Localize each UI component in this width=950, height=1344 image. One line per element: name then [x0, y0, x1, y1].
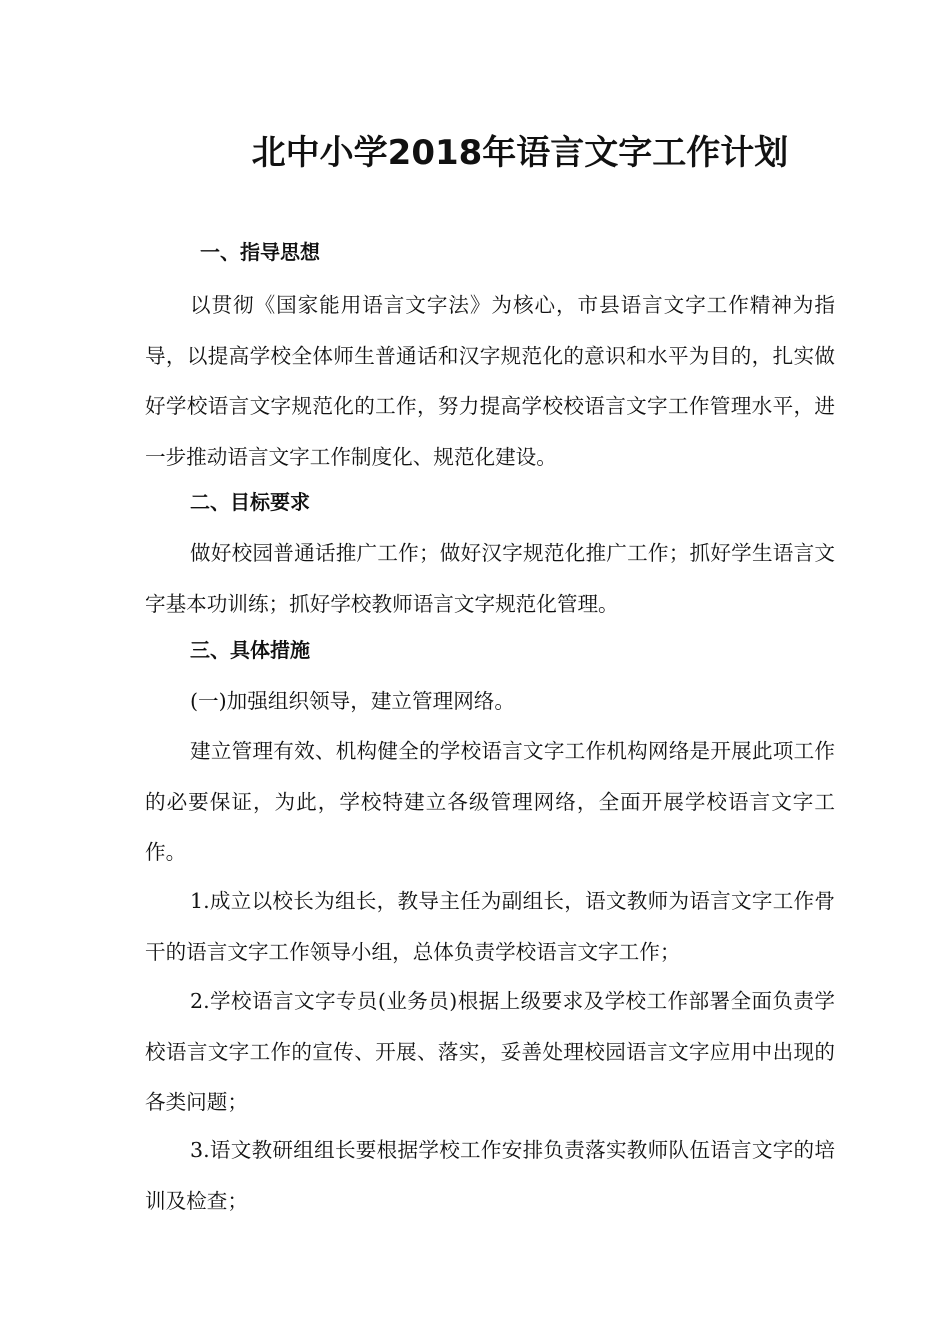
- list-item-1: 1.成立以校长为组长，教导主任为副组长，语文教师为语言文字工作骨干的语言文字工作领导小组，总体负责学校语言文字工作；: [145, 889, 835, 964]
- list-item-3: 3.语文教研组组长要根据学校工作安排负责落实教师队伍语言文字的培训及检查；: [145, 1138, 835, 1213]
- paragraph-goals: 做好校园普通话推广工作；做好汉字规范化推广工作；抓好学生语言文字基本功训练；抓好学校教师语言文字规范化管理。: [145, 541, 835, 616]
- list-item-2: 2.学校语言文字专员(业务员)根据上级要求及学校工作部署全面负责学校语言文字工作的宣传、开展、落实，妥善处理校园语言文字应用中出现的各类问题；: [145, 989, 835, 1114]
- section-heading-guiding-thought: 一、指导思想: [200, 240, 320, 264]
- section-heading-measures: 三、具体措施: [190, 638, 310, 662]
- section-heading-goals: 二、目标要求: [190, 490, 310, 514]
- paragraph-guiding-thought: 以贯彻《国家能用语言文字法》为核心，市县语言文字工作精神为指导，以提高学校全体师生普通话和汉字规范化的意识和水平为目的，扎实做好学校语言文字规范化的工作，努力提高学校校语言文字工作管理水平，进一步推动语言文字工作制度化、规范化建设。: [145, 293, 835, 469]
- paragraph-measures-intro: 建立管理有效、机构健全的学校语言文字工作机构网络是开展此项工作的必要保证，为此，学校特建立各级管理网络，全面开展学校语言文字工作。: [145, 739, 835, 864]
- document-title: 北中小学2018年语言文字工作计划: [251, 133, 789, 173]
- subheading-organization: (一)加强组织领导，建立管理网络。: [190, 689, 515, 713]
